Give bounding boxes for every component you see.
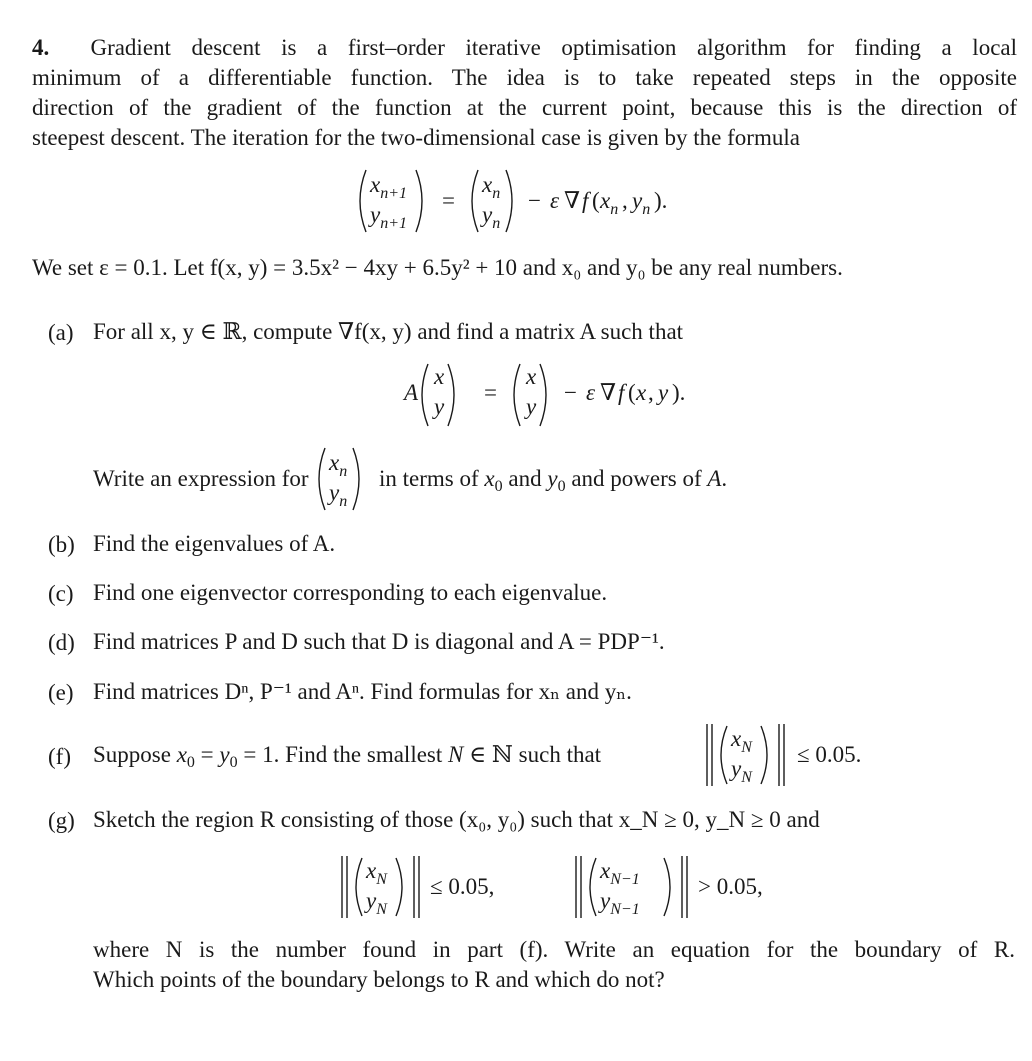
svg-text:(: ( (628, 380, 636, 405)
part-c-label: (c) (48, 581, 74, 606)
part-a-formula (398, 360, 718, 430)
svg-text:−: − (528, 188, 541, 213)
svg-text:Write an expression for: Write an expression for (93, 466, 309, 491)
svg-text:yn: $y_n$ (482, 202, 501, 232)
svg-text:in terms of x0 and y0 and powe: in terms of $x_0$ and $y_0$ and powers of A. (379, 466, 728, 495)
part-g-closing-1: where N is the number found in part (f). Write an equation for the boundary of R. (93, 937, 1015, 962)
part-d-label: (d) (48, 630, 75, 655)
intro-line-2: minimum of a differentiable function. The idea is to take repeated steps in the opposite (32, 65, 1017, 90)
svg-text:x: x (636, 380, 647, 405)
svg-text:f: f (618, 380, 625, 405)
part-f-label: (f) (48, 744, 71, 769)
svg-text:∇: ∇ (564, 188, 581, 213)
svg-text:).: ). (654, 188, 668, 213)
svg-text:≤ 0.05,: ≤ 0.05, (430, 874, 495, 899)
svg-text:xn: $x_n$ (329, 450, 348, 480)
svg-text:yN: $y_N$ (366, 888, 387, 918)
problem-number: 4. (32, 35, 50, 60)
intro-line-4: steepest descent. The iteration for the two-dimensional case is given by the formula (32, 125, 800, 150)
svg-text:,: , (622, 188, 628, 213)
svg-text:=: = (442, 188, 455, 213)
svg-text:yn: $y_n$ (632, 188, 651, 218)
svg-text:Suppose x0 = y0 = 1. Find the: Suppose $x_0 = y_0 = 1$. Find the smallest N ∈ ℕ such that (93, 742, 602, 771)
part-b-text: Find the eigenvalues of A. (93, 531, 336, 556)
svg-text:A: A (404, 380, 419, 405)
svg-text:xn: $x_n$ (600, 188, 619, 218)
svg-text:,: , (648, 380, 654, 405)
svg-text:xN: $x_N$ (366, 858, 387, 888)
svg-text:xn+1: $x_{n+1}$ (370, 172, 408, 202)
svg-text:∇: ∇ (600, 380, 617, 405)
svg-text:yn: $y_n$ (329, 480, 348, 510)
part-e-label: (e) (48, 680, 74, 705)
intro-text-1: Gradient descent is a first–order iterative optimisation algorithm for finding a local (90, 35, 1018, 60)
svg-text:xN−1: $x_{N-1}$ (600, 858, 640, 888)
svg-text:yN: $y_N$ (731, 756, 752, 786)
svg-text:y: y (526, 394, 537, 419)
svg-text:y: y (434, 394, 445, 419)
svg-text:x: x (526, 364, 537, 389)
part-c-text: Find one eigenvector corresponding to each eigenvalue. (93, 580, 608, 605)
part-a-label: (a) (48, 320, 74, 345)
intro-line-3: direction of the gradient of the function at the current point, because this is the direction of (32, 95, 1017, 120)
iteration-formula (356, 166, 756, 236)
part-d-text: Find matrices P and D such that D is diagonal and A = PDP⁻¹. (93, 629, 665, 654)
part-e-text: Find matrices Dⁿ, P⁻¹ and Aⁿ. Find formulas for xₙ and yₙ. (93, 679, 632, 704)
part-f-text (93, 720, 913, 790)
intro-line-1 (32, 36, 1017, 59)
svg-text:ε: ε (586, 380, 596, 405)
svg-text:(: ( (592, 188, 600, 213)
svg-text:).: ). (672, 380, 686, 405)
svg-text:x: x (434, 364, 445, 389)
part-g-formula (338, 852, 798, 922)
svg-text:≤ 0.05.: ≤ 0.05. (797, 742, 862, 767)
svg-text:yN−1: $y_{N-1}$ (600, 888, 640, 918)
svg-text:f: f (582, 188, 589, 213)
svg-text:xN: $x_N$ (731, 726, 752, 756)
svg-text:=: = (484, 380, 497, 405)
part-b-label: (b) (48, 532, 75, 557)
svg-text:> 0.05,: > 0.05, (698, 874, 763, 899)
svg-text:ε: ε (550, 188, 560, 213)
setup-line: We set ε = 0.1. Let f(x, y) = 3.5x² − 4xy + 6.5y² + 10 and x₀ and y₀ be any real numbers. (32, 255, 843, 280)
part-g-label: (g) (48, 808, 75, 833)
part-a-text: For all x, y ∈ ℝ, compute ∇f(x, y) and find a matrix A such that (93, 319, 684, 344)
part-a-followup (93, 444, 853, 514)
svg-text:xn: $x_n$ (482, 172, 501, 202)
part-g-closing-2: Which points of the boundary belongs to R and which do not? (93, 967, 665, 992)
svg-text:−: − (564, 380, 577, 405)
svg-text:yn+1: $y_{n+1}$ (370, 202, 408, 232)
part-g-text: Sketch the region R consisting of those (x₀, y₀) such that x_N ≥ 0, y_N ≥ 0 and (93, 807, 820, 832)
svg-text:y: y (658, 380, 669, 405)
